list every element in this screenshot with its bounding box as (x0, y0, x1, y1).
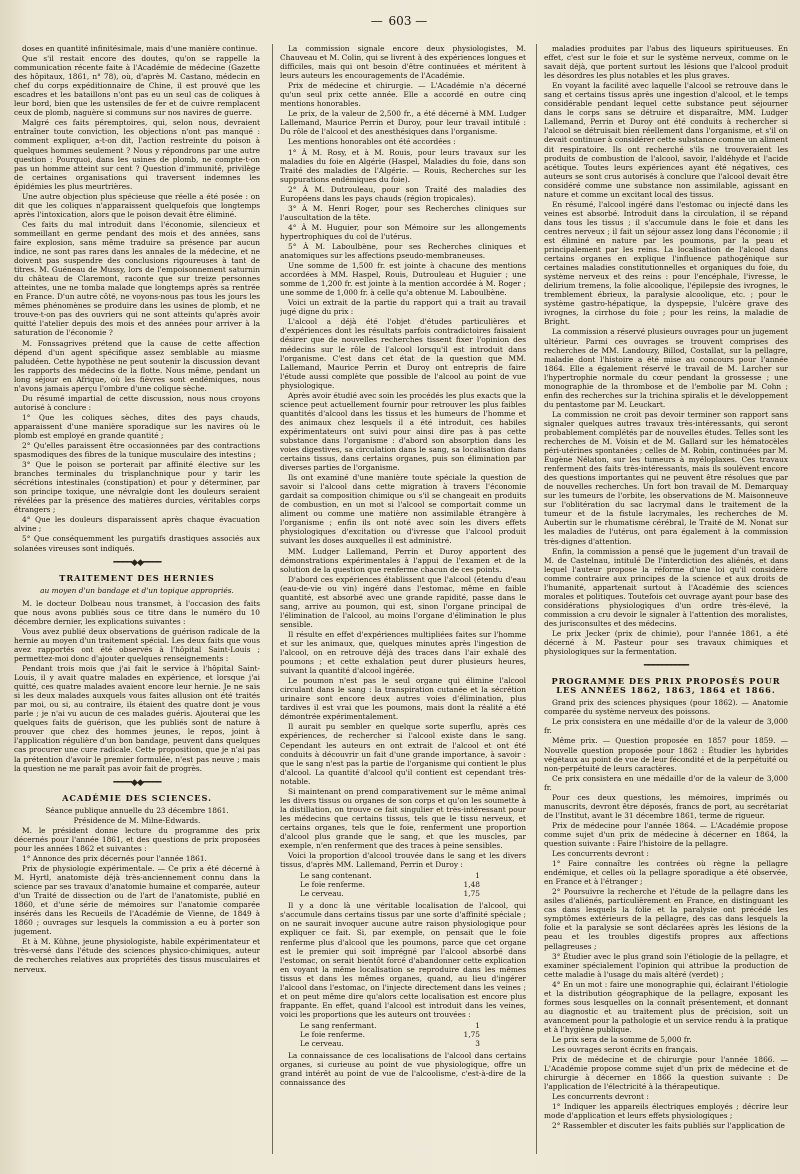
row-value: 3 (475, 1039, 480, 1049)
paragraph: Une somme de 1,500 fr. est jointe à chacune des mentions accordées à MM. Haspel, Rouis, Dutrouleau et Huguier ; une somme de 1,200 fr. est jointe à la mention accordée à M. Roger ; une somme de 1,000 fr. à celle qu'a obtenue M. Laboulbène. (280, 261, 526, 298)
column-2 (280, 44, 526, 1160)
page-header: — 603 — (370, 14, 430, 28)
paragraph: Voici la proportion d'alcool trouvée dans le sang et les divers tissus, d'après MM. Lallemand, Perrin et Duroy : (280, 851, 526, 870)
paragraph: Malgré ces faits péremptoires, qui, selon nous, devraient entraîner toute conviction, les objections n'ont pas manqué : comment expliquer, a-t-on dit, l'action restreinte du poison à quelques hommes seulement ? Nous y répondrons par une autre question : Pourquoi, dans les usines de plomb, ne compte-t-on pas un homme atteint sur cent ? Question d'immunité, privilège de certaines organisations qui traversent indemnes les épidémies les plus meurtrières. (14, 118, 260, 191)
row-value: 1 (475, 1020, 480, 1030)
paragraph: Que s'il restait encore des doutes, qu'on se rappelle la communication récente faite à l'Académie de médecine (Gazette des hôpitaux, 1861, n° 78), où, d'après M. Castano, médecin en chef du corps expéditionnaire de Chine, il est prouvé que les escadres et les bataillons n'ont pas eu un seul cas de coliques à leur bord, bien que les ustensiles de fer et de cuivre remplacent ceux de plomb, naguère si communs sur nos navires de guerre. (14, 54, 260, 118)
paragraph: Prix de physiologie expérimentale. — Ce prix a été décerné à M. Hyrtl, anatomiste déjà très-anciennement connu dans la science par ses travaux d'anatomie humaine et comparée, auteur d'un Traité de dissection ou de l'art de l'anatomiste, publié en 1860, et d'une série de mémoires sur l'anatomie comparée insérés dans les Recueils de l'Académie de Vienne, de 1849 à 1860 ; ouvrages sur lesquels la commission a eu à porter son jugement. (14, 863, 260, 937)
section-title-programme: PROGRAMME DES PRIX PROPOSÉS POUR LES ANNÉES 1862, 1863, 1864 et 1866. (551, 676, 781, 696)
table-row (300, 1030, 480, 1039)
row-label: Le foie renferme. (300, 1029, 365, 1039)
programme-text (544, 698, 788, 1130)
paragraph: 5° Que conséquemment les purgatifs drastiques associés aux solanées vireuses sont indiqués. (14, 534, 260, 553)
paragraph: 3° Étudier avec le plus grand soin l'étiologie de la pellagre, et examiner spécialement l'opinion qui attribue la production de cette maladie à l'usage du maïs altéré (verdet) ; (544, 951, 788, 979)
col3-text (544, 44, 788, 656)
paragraph: Si maintenant on prend comparativement sur le même animal les divers tissus ou organes de son corps et qu'on les soumette à la distillation, on trouve ce fait singulier et très-intéressant pour les médecins que certains tissus, tels que le tissu nerveux, et certains organes, tels que le foie, renferment une proportion d'alcool plus grande que le sang, et que les muscles, par exemple, n'en renferment que des traces à peine sensibles. (280, 786, 526, 851)
paragraph: Du résumé impartial de cette discussion, nous nous croyons autorisé à conclure : (14, 393, 260, 412)
col1-text (14, 44, 260, 553)
row-label: Le foie renferme. (300, 880, 365, 890)
table-row (300, 1039, 480, 1048)
table-row (300, 880, 480, 889)
row-label: Le cerveau. (300, 889, 344, 899)
paragraph: M. Fonssagrives prétend que la cause de cette affection dépend d'un agent spécifique assez semblable au miasme paludéen. Cette hypothèse ne peut soutenir la discussion devant les rapports des médecins de la flotte. Nous même, pendant un long séjour en Afrique, où les fièvres sont endémiques, nous n'avons jamais aperçu l'ombre d'une colique sèche. (14, 338, 260, 393)
academie-president: Présidence de M. Milne-Edwards. (73, 815, 201, 825)
paragraph: maladies produites par l'abus des liqueurs spiritueuses. En effet, c'est sur le foie et sur le système nerveux, comme on le savait déjà, que portent surtout les lésions que l'alcool produit les désordres les plus notables et les plus graves. (544, 44, 788, 81)
paragraph: Prix de médecine et de chirurgie pour l'année 1866. — L'Académie propose comme sujet d'un prix de médecine et de chirurgie à décerner en 1866 la question suivante : De l'application de l'électricité à la thérapeutique. (544, 1055, 788, 1092)
table-row (300, 1021, 480, 1030)
row-value: 1,75 (463, 889, 480, 899)
paragraph: Les concurrents devront : (552, 849, 649, 859)
paragraph: 4° Que les douleurs disparaissent après chaque évacuation alvine ; (14, 515, 260, 534)
paragraph: Le prix Jecker (prix de chimie), pour l'année 1861, a été décerné à M. Pasteur pour ses travaux chimiques et physiologiques sur la fermentation. (544, 629, 788, 657)
row-label: Le sang renfermant. (300, 1020, 377, 1030)
column-1 (14, 44, 260, 1160)
paragraph: 3° À M. Henri Roger, pour ses Recherches cliniques sur l'auscultation de la tête. (280, 203, 526, 222)
row-value: 1 (475, 871, 480, 881)
paragraph: Le prix, de la valeur de 2,500 fr., a été décerné à MM. Ludger Lallemand, Maurice Perrin et Duroy, pour leur travail intitulé : Du rôle de l'alcool et des anesthésiques dans l'organisme. (280, 109, 526, 137)
paragraph: Grand prix des sciences physiques (pour 1862). — Anatomie comparée du système nerveux des poissons. (544, 698, 788, 717)
paragraph: 4° En un mot : faire une monographie qui, éclairant l'étiologie et la distribution géographique de la pellagre, exposant les formes sous lesquelles on la connaît présentement, et donnant au diagnostic et au traitement plus de précision, soit un avancement pour la pathologie et un service rendu à la pratique et à l'hygiène publique. (544, 979, 788, 1034)
row-label: Le cerveau. (300, 1039, 344, 1049)
paragraph: 1° Que les coliques sèches, dites des pays chauds, apparaissent d'une manière sporadique sur les navires où le plomb est employé en grande quantité ; (14, 412, 260, 440)
paragraph: 1° Faire connaître les contrées où règne la pellagre endémique, et celles où la pellagre sporadique a été observée, en France et à l'étranger ; (544, 859, 788, 887)
academie-text (14, 826, 260, 974)
paragraph: 1° Indiquer les appareils électriques employés ; décrire leur mode d'application et leurs effets physiologiques ; (544, 1102, 788, 1121)
paragraph: Ce prix consistera en une médaille d'or de la valeur de 3,000 fr. (544, 773, 788, 792)
paragraph: 1° À M. Rosy, et à M. Rouis, pour leurs travaux sur les maladies du foie en Algérie (Haspel, Maladies du foie, dans son Traité des maladies de l'Algérie. — Rouis, Recherches sur les suppurations endémiques du foie). (280, 147, 526, 184)
section-subtitle-hernies: au moyen d'un bandage et d'un topique appropriés. (40, 585, 234, 595)
ornament-divider: ━━━━◆◆━━━━ (113, 557, 161, 568)
paragraph: Même prix. — Question proposée en 1857 pour 1859. — Nouvelle question proposée pour 1862 : Étudier les hybrides végétaux au point de vue de leur fécondité et de la perpétuité ou non-perpétuité de leurs caractères. (544, 736, 788, 773)
paragraph: Voici un extrait de la partie du rapport qui a trait au travail jugé digne du prix : (280, 298, 526, 317)
table-row (300, 871, 480, 880)
row-value: 1,75 (463, 1029, 480, 1039)
table-row (300, 889, 480, 898)
paragraph: Pendant trois mois que j'ai fait le service à l'hôpital Saint-Louis, il y avait quatre malades en expérience, et lorsque j'ai quitté, ces quatre malades avaient encore leur hernie. Je ne sais si les deux malades auxquels vous faites allusion ont été traités par moi, ou si, au contraire, ils étaient des quatre dont je vous parle ; je n'ai vu aucun de ces malades guéris. Ajouterai que les quelques faits de guérison, que les publiés sont de nature à prouver que chez des hommes jeunes, le repos, joint à l'application régulière d'un bon bandage, peuvent dans quelques cas procurer une cure radicale. Cette proposition, que je n'ai pas la prétention d'avoir le premier formulée, n'est pas neuve ; mais la question ne me paraît pas avoir fait de progrès. (14, 664, 260, 773)
paragraph: MM. Ludger Lallemand, Perrin et Duroy apportent des démonstrations expérimentales à l'appui de l'examen et de la solution de la question que renferme chacun de ces points. (280, 546, 526, 574)
paragraph: M. le président donne lecture du programme des prix décernés pour l'année 1861, et des questions de prix proposées pour les années 1862 et suivantes : (14, 825, 260, 853)
alcohol-table-stomach (300, 871, 526, 898)
paragraph: Il aurait pu sembler en quelque sorte superflu, après ces expériences, de rechercher si l'alcool existe dans le sang. Cependant les auteurs en ont extrait de l'alcool et ont été conduits à découvrir un fait d'une grande importance, à savoir : que le sang n'est pas la partie de l'organisme qui contient le plus d'alcool. La quantité d'alcool qu'il contient est cependant très-notable. (280, 722, 526, 786)
paragraph: Vous avez publié deux observations de guérison radicale de la hernie au moyen d'un traitement spécial. Les deux faits que vous avez rapportés ont été observés à l'hôpital Saint-Louis ; permettez-moi donc d'ajouter quelques renseignements : (14, 626, 260, 663)
col2-text (280, 44, 526, 869)
paragraph: Les mentions honorables ont été accordées : (288, 137, 456, 147)
paragraph: 4° À M. Huguier, pour son Mémoire sur les allongements hypertrophiques du col de l'utérus. (280, 222, 526, 241)
alcohol-table-veins (300, 1021, 526, 1048)
paragraph: 2° Rassembler et discuter les faits publiés sur l'application de (552, 1121, 785, 1131)
col2-text-2 (280, 901, 526, 1019)
paragraph: Prix de médecine et chirurgie. — L'Académie n'a décerné qu'un seul prix cette année. Elle a accordé en outre cinq mentions honorables. (280, 81, 526, 109)
paragraph: L'alcool a déjà été l'objet d'études particulières et d'expériences dont les résultats parfois contradictoires faisaient désirer que de nouvelles recherches tissent fixer l'opinion des médecins sur le rôle de l'alcool lorsqu'il est introduit dans l'organisme. C'est dans cet état de la question que MM. Lallemand, Maurice Perrin et Duroy ont entrepris de faire l'étude aussi complète que possible de l'alcool au point de vue physiologique. (280, 317, 526, 390)
paragraph: 2° Poursuivre la recherche et l'étude de la pellagre dans les asiles d'aliénés, particulièrement en France, en distinguant les cas dans lesquels la folie et la paralysie ont précédé les symptômes extérieurs de la pellagre, des cas dans lesquels la folie et la paralysie se sont déclarées après les lésions de la peau et les troubles digestifs propres aux affections pellagreuses ; (544, 887, 788, 951)
paragraph: 2° Qu'elles paraissent être occasionnées par des contractions spasmodiques des fibres de la tunique musculaire des intestins ; (14, 441, 260, 460)
paragraph: Une autre objection plus spécieuse que réelle a été posée : on dit que les coliques n'apparaissent quelquefois que longtemps après l'intoxication, alors que le poison devait être éliminé. (14, 191, 260, 219)
paragraph: Les concurrents devront : (552, 1092, 649, 1102)
paragraph: Pour ces deux questions, les mémoires, imprimés ou manuscrits, devront être déposés, francs de port, au secrétariat de l'Institut, avant le 31 décembre 1861, terme de rigueur. (544, 792, 788, 820)
paragraph: La connaissance de ces localisations de l'alcool dans certains organes, si curieuse au point de vue physiologique, offre un grand intérêt au point de vue de l'alcoolisme, c'est-à-dire de la connaissance des (280, 1051, 526, 1088)
paragraph: doses en quantité infinitésimale, mais d'une manière continue. (22, 44, 258, 53)
paragraph: Le prix consistera en une médaille d'or de la valeur de 3,000 fr. (544, 717, 788, 736)
paragraph: Il y a donc là une véritable localisation de l'alcool, qui s'accumule dans certains tissus par une sorte d'affinité spéciale ; on ne saurait invoquer aucune autre raison physiologique pour expliquer ce fait. Si, par exemple, on pensait que le foie renferme plus d'alcool que les poumons, parce que cet organe est le premier qui soit imprégné par l'alcool absorbé dans l'estomac, on serait bientôt forcé d'abandonner cette explication en voyant la même localisation se reproduire dans les mêmes tissus et dans les mêmes organes, quand, au lieu d'ingérer l'alcool dans l'estomac, on l'injecte directement dans les veines ; et on peut même dire qu'alors cette localisation est encore plus frappante. En effet, quand l'alcool est introduit dans les veines, voici les proportions que les auteurs ont trouvées : (280, 901, 526, 1019)
section-title-hernies: TRAITEMENT DES HERNIES (59, 572, 215, 583)
paragraph: 1° Annonce des prix décernés pour l'année 1861. (22, 853, 207, 863)
column-rule-left (272, 44, 273, 1154)
column-rule-right (536, 44, 537, 1154)
paragraph: Le prix sera de la somme de 5,000 fr. (552, 1034, 692, 1044)
paragraph: D'abord ces expériences établissent que l'alcool (étendu d'eau (eau-de-vie ou vin) ingéré dans l'estomac, même en faible quantité, est absorbé avec une grande rapidité, passe dans le sang, arrive au poumon, qui est, sinon l'organe principal de l'élimination de l'alcool, au moins l'organe d'élimination le plus sensible. (280, 574, 526, 629)
ornament-divider: ━━━━━━━━━━ (643, 661, 689, 672)
paragraph: Les ouvrages seront écrits en français. (552, 1045, 698, 1055)
paragraph: Il résulte en effet d'expériences multipliées faites sur l'homme et sur les animaux, que, quelques minutes après l'ingestion de l'alcool, on en retrouve déjà des traces dans l'air exhalé des poumons ; et cette exhalation peut durer plusieurs heures, suivant la quantité d'alcool ingérée. (280, 629, 526, 676)
row-value: 1,48 (463, 880, 480, 890)
paragraph: La commission a réservé plusieurs ouvrages pour un jugement ultérieur. Parmi ces ouvrages se trouvent comprises des recherches de MM. Landouzy, Billod, Costallat, sur la pellagre, maladie dont l'histoire a été mise au concours pour l'année 1864. Elle a également réservé le travail de M. Larcher sur l'hypertrophie normale du cœur pendant la grossesse ; une monographie de la thrombose et de l'embolie par M. Cohn ; enfin des recherches sur la trichina spiralis et le développement du pentastome par M. Leuckart. (544, 327, 788, 409)
paragraph: Prix de médecine pour l'année 1864. — L'Académie propose comme sujet d'un prix de médecine à décerner en 1864, la question suivante : Faire l'histoire de la pellagre. (544, 820, 788, 848)
paragraph: Ces faits du mal introduit dans l'économie, silencieux et sommeillant en germe pendant des mois et des années, sans faire explosion, sans même traduire sa présence par aucun indice, ne sont pas rares dans les annales de la médecine, et ne doivent pas suspendre des conclusions rigoureuses à tant de titres. M. Guéneau de Mussy, lors de l'empoisonnement saturnin du château de Claremont, raconte que sur treize personnes atteintes, une ne tomba malade que longtemps après sa rentrée en France. D'un autre côté, ne voyons-nous pas tous les jours les mêmes phénomènes se produire dans les usines de plomb, et ne trouve-t-on pas des ouvriers qui ne sont atteints qu'après avoir quitté l'atelier depuis des mois et des années pour arriver à la saturation de l'économie ? (14, 219, 260, 338)
paragraph: Le poumon n'est pas le seul organe qui élimine l'alcool circulant dans le sang : la transpiration cutanée et la sécrétion urinaire sont encore deux autres voies d'élimination, plus tardives il est vrai que les poumons, mais dont la réalité a été démontrée expérimentalement. (280, 676, 526, 722)
paragraph: Enfin, la commission a pensé que le jugement d'un travail de M. de Castelnau, intitulé De l'interdiction des aliénés, et dans lequel l'auteur propose la réforme d'une loi qu'il considère comme contraire aux principes de la science et aux droits de l'humanité, appartenait surtout à l'Académie des sciences morales et politiques. Toutefois cet ouvrage ayant pour base des considérations physiologiques d'un ordre très-élevé, la commission a cru devoir le signaler à l'attention des moralistes, des jurisconsultes et des médecins. (544, 546, 788, 628)
paragraph: Après avoir étudié avec soin les procédés les plus exacts que la science peut actuellement fournir pour retrouver les plus faibles quantités d'alcool dans les tissus et les humeurs de l'homme et des animaux chez lesquels il a été introduit, ces habiles expérimentateurs ont suivi pour ainsi dire pas à pas cette substance dans l'organisme : d'abord son absorption dans les voies digestives, sa circulation dans le sang, sa localisation dans certains tissus, dans certains organes, puis son élimination par diverses parties de l'organisme. (280, 390, 526, 473)
paragraph: La commission signale encore deux physiologistes, M. Chauveau et M. Colin, qui se livrent à des expériences longues et difficiles, mais qui ont besoin d'être continuées et méritent à leurs auteurs les encouragements de l'Académie. (280, 44, 526, 81)
paragraph: En voyant la facilité avec laquelle l'alcool se retrouve dans le sang et certains tissus après une ingestion d'alcool, et le temps considérable pendant lequel cette substance peut séjourner dans le corps sans se détruire et disparaître, MM. Ludger Lallemand, Perrin et Duroy ont été conduits à rechercher si l'alcool se détruisait bien réellement dans l'organisme, et s'il on devait continuer à considérer cette substance comme un aliment dit respiratoire. Ils ont recherché s'ils ne trouveraient les produits de combustion de l'alcool, savoir, l'aldéhyde et l'acide acétique. Toutes leurs expériences ayant été négatives, ces auteurs se sont crus autorisés à conclure que l'alcool devait être considéré comme une substance non assimilable, agissant en nature et comme un excitant local des tissus. (544, 81, 788, 199)
paragraph: En résumé, l'alcool ingéré dans l'estomac ou injecté dans les veines est absorbé. Introduit dans la circulation, il se répand dans tous les tissus ; il s'accumule dans le foie et dans les centres nerveux ; il fait un séjour assez long dans l'économie ; il est éliminé en nature par les poumons, par la peau et principalement par les reins. La localisation de l'alcool dans certains organes en explique l'influence pathogénique sur certaines maladies constitutionnelles et organiques du foie, du système nerveux et des reins : pour l'encéphale, l'ivresse, le delirium tremens, la folie alcoolique, l'épilepsie des ivrognes, le tremblement ébrieux, la paralysie alcoolique, etc. ; pour le système gastro-hépatique, la dyspepsie, l'ulcère grave des ivrognes, la cirrhose du foie ; pour les reins, la maladie de Bright. (544, 199, 788, 327)
paragraph: 5° À M. Laboulbène, pour ses Recherches cliniques et anatomiques sur les affections pseudo-membraneuses. (280, 241, 526, 261)
paragraph: La commission ne croit pas devoir terminer son rapport sans signaler quelques autres travaux très-intéressants, qui seront probablement complétés par de nouvelles études. Telles sont les recherches de M. Voisin et de M. Gallard sur les hématocèles péri-utérines spontanées ; celles de M. Robin, continuées par M. Eugène Nélaton, sur les tumeurs à myéloplaxes. Ces travaux renferment des faits très-intéressants, mais ils soulèvent encore des questions importantes qui ne peuvent être résolues que par de nouvelles recherches. Un fort bon travail de M. Demarquay sur les tumeurs de l'orbite, les observations de M. Maisonneuve sur l'oblitération du sac lacrymal dans le traitement de la tumeur et de la fistule lacrymales, les recherches de M. Aubertin sur le rhumatisme cérébral, le Traité de M. Nonat sur les maladies de l'utérus, ont para également à la commission très-dignes d'attention. (544, 409, 788, 546)
column-3 (544, 44, 788, 1160)
ornament-divider: ━━━━◆◆━━━━ (113, 777, 161, 788)
section-title-academie: ACADÉMIE DES SCIENCES. (62, 792, 212, 803)
hernies-text (14, 599, 260, 773)
page-number: 603 (388, 14, 412, 28)
col2-text-3 (280, 1051, 526, 1087)
paragraph: 2° À M. Dutrouleau, pour son Traité des maladies des Européens dans les pays chauds (région tropicales). (280, 184, 526, 203)
paragraph: Ils ont examiné d'une manière toute spéciale la question de savoir si l'alcool dans cette migration à travers l'économie gardait sa composition chimique ou s'il se changeait en produits de combustion, en un mot si l'alcool se comportait comme un aliment ou comme une matière non assimilable étrangère à l'organisme ; enfin ils ont noté avec soin les divers effets physiologiques d'excitation ou d'ivresse que l'alcool produit suivant les doses auxquelles il est administré. (280, 473, 526, 546)
paragraph: Et à M. Kühne, jeune physiologiste, habile expérimentateur et très-versé dans l'étude des sciences physico-chimiques, auteur de recherches relatives aux propriétés des tissus musculaires et nerveux. (14, 937, 260, 974)
paragraph: M. le docteur Dolbeau nous transmet, à l'occasion des faits que nous avons publiés sous ce titre dans le numéro du 10 décembre dernier, les explications suivantes : (14, 598, 260, 626)
row-label: Le sang contenant. (300, 871, 372, 881)
paragraph: 3° Que le poison se porterait par affinité élective sur les branches terminales du trisplanchnique pour y tarir les sécrétions intestinales (constipation) et pour y déterminer, par son principe toxique, une névralgie dont les douleurs seraient révélées par la présence des matières durcies, véritables corps étrangers ; (14, 460, 260, 515)
academie-session: Séance publique annuelle du 23 décembre 1861. (45, 805, 229, 815)
